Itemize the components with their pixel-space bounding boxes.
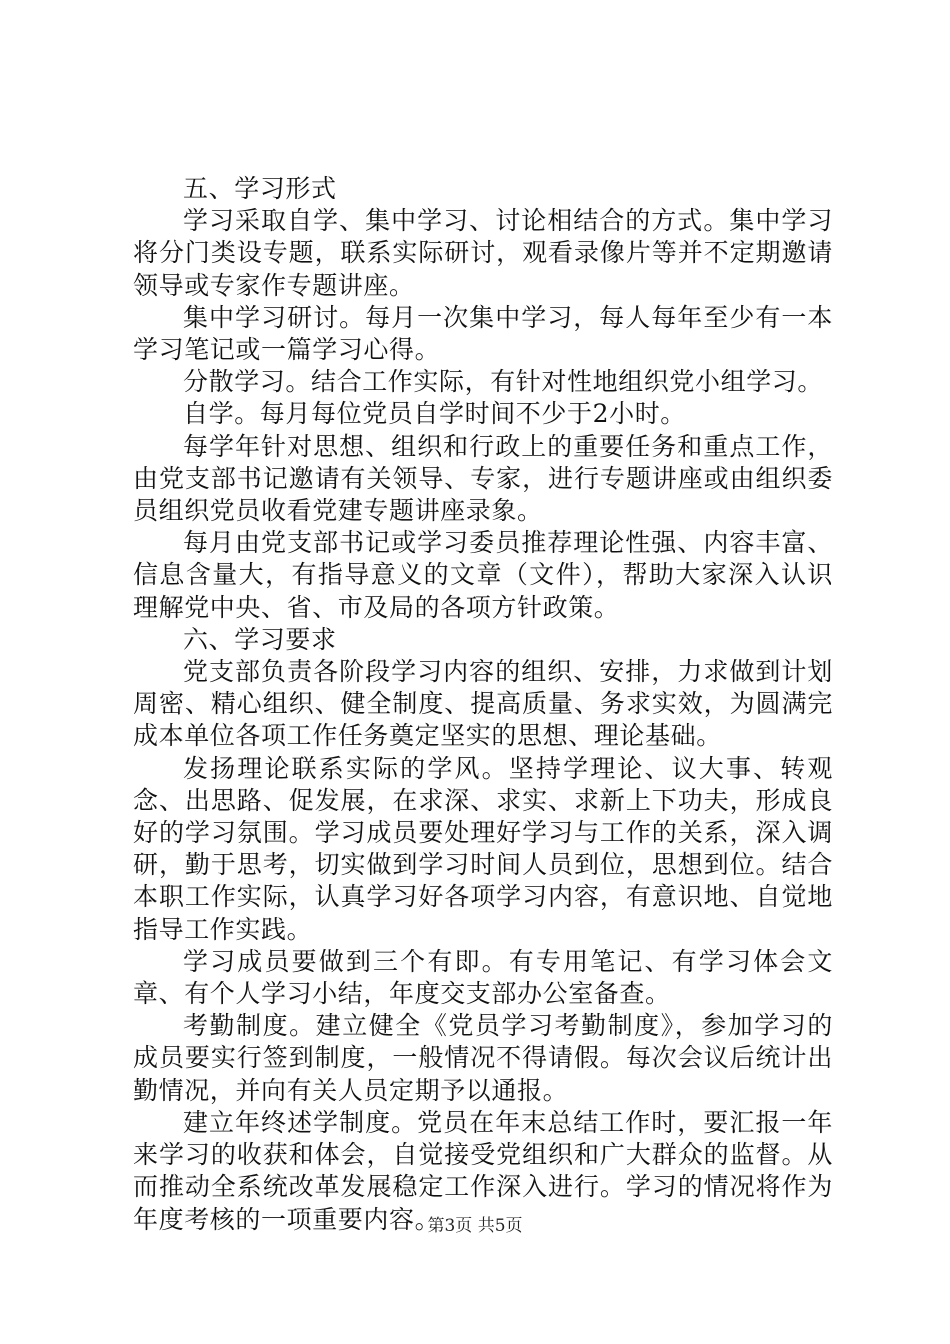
paragraph: 学习采取自学、集中学习、讨论相结合的方式。集中学习将分门类设专题，联系实际研讨，观看录像片等并不定期邀请领导或专家作专题讲座。 — [133, 206, 833, 300]
paragraph: 每月由党支部书记或学习委员推荐理论性强、内容丰富、信息含量大，有指导意义的文章（文件），帮助大家深入认识理解党中央、省、市及局的各项方针政策。 — [133, 528, 833, 622]
document-body — [133, 173, 833, 1236]
paragraph: 党支部负责各阶段学习内容的组织、安排，力求做到计划周密、精心组织、健全制度、提高质量、务求实效，为圆满完成本单位各项工作任务奠定坚实的思想、理论基础。 — [133, 657, 833, 751]
section-heading-requirements: 六、学习要求 — [183, 624, 337, 654]
section-heading-form: 五、学习形式 — [183, 174, 337, 203]
page-number-footer: 第3页 共5页 — [427, 1216, 523, 1236]
paragraph: 发扬理论联系实际的学风。坚持学理论、议大事、转观念、出思路、促发展，在求深、求实、求新上下功夫，形成良好的学习氛围。学习成员要处理好学习与工作的关系，深入调研，勤于思考，切实做到学习时间人员到位，思想到位。结合本职工作实际，认真学习好各项学习内容，有意识地、自觉地指导工作实践。 — [133, 753, 833, 944]
paragraph: 每学年针对思想、组织和行政上的重要任务和重点工作，由党支部书记邀请有关领导、专家，进行专题讲座或由组织委员组织党员收看党建专题讲座录象。 — [133, 431, 833, 526]
paragraph: 建立年终述学制度。党员在年末总结工作时，要汇报一年来学习的收获和体会，自觉接受党组织和广大群众的监督。从而推动全系统改革发展稳定工作深入进行。学习的情况将作为年度考核的一项重要内容。 — [133, 1107, 833, 1234]
paragraph: 考勤制度。建立健全《党员学习考勤制度》，参加学习的成员要实行签到制度，一般情况不得请假。每次会议后统计出勤情况，并向有关人员定期予以通报。 — [133, 1011, 833, 1105]
paragraph: 集中学习研讨。每月一次集中学习，每人每年至少有一本学习笔记或一篇学习心得。 — [133, 302, 833, 365]
paragraph: 自学。每月每位党员自学时间不少于2小时。 — [183, 399, 686, 429]
paragraph: 学习成员要做到三个有即。有专用笔记、有学习体会文章、有个人学习小结，年度交支部办公室备查。 — [133, 946, 833, 1009]
paragraph: 分散学习。结合工作实际，有针对性地组织党小组学习。 — [183, 367, 824, 397]
